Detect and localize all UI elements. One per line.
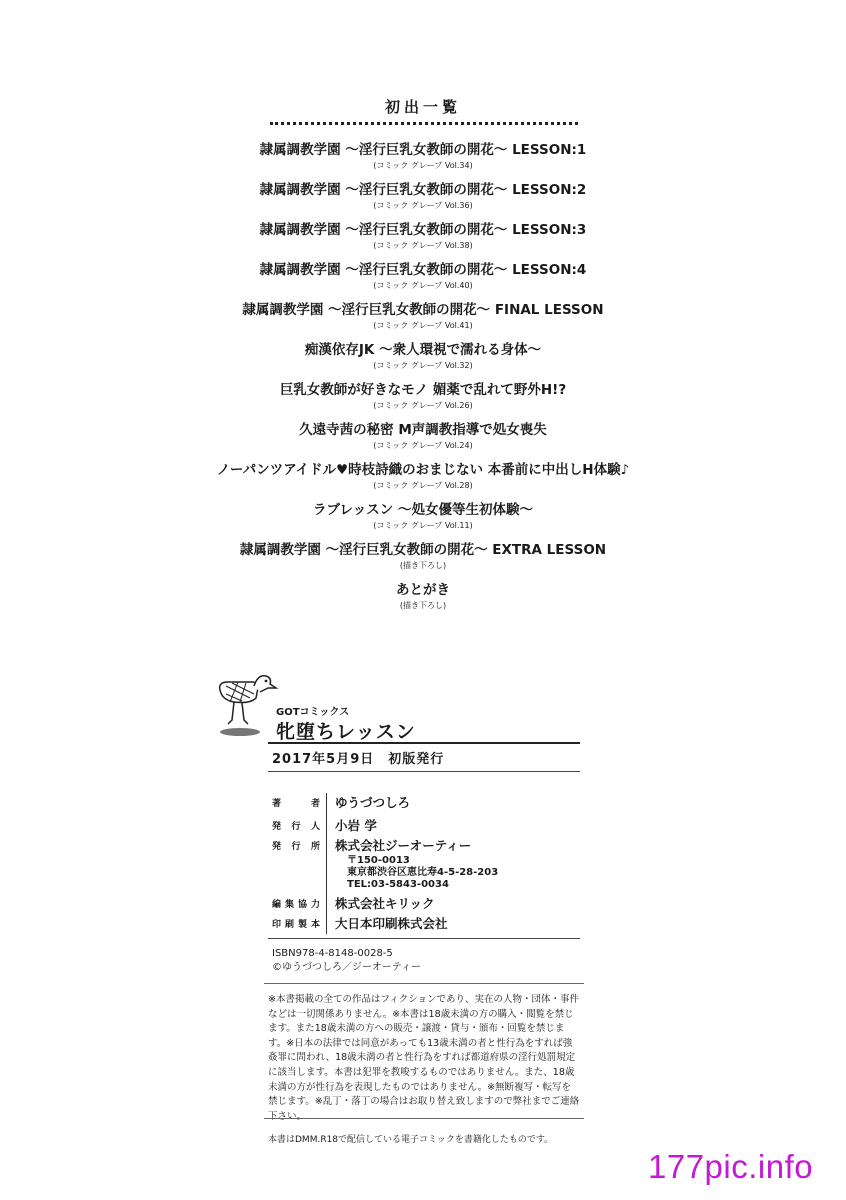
telephone: TEL:03-5843-0034	[347, 879, 449, 890]
colophon-row-editing	[272, 894, 498, 914]
printer: 大日本印刷株式会社	[335, 916, 448, 931]
isbn-block	[272, 947, 421, 975]
toc-entry	[0, 340, 846, 380]
toc-entry-source: (コミック グレープ Vol.24)	[373, 441, 473, 450]
toc-entry	[0, 380, 846, 420]
legal-notice: ※本書掲載の全ての作品はフィクションであり、実在の人物・団体・事件などは一切関係ありません。※本書は18歳未満の方の購入・閲覧を禁じます。また18歳未満の方への販売・譲渡・貸与・頒布・回覧を禁じます。※日本の法律では同意があっても13歳未満の者と性行為をすれば強姦罪に問われ、18歳未満の者と性行為をすれば都道府県の淫行処罰規定に該当します。本書は犯罪を教唆するものではありません。また、18歳未満の方が性行為を表現したものではありません。※無断複写・転写を禁じます。※乱丁・落丁の場合はお取り替え致しますので弊社までご連絡下さい。	[268, 994, 580, 1122]
colophon-key: 発行人	[272, 822, 320, 832]
toc-entry-source: (コミック グレープ Vol.11)	[373, 521, 473, 530]
watermark: 177pic.info	[648, 1148, 814, 1185]
toc-entry-source: (コミック グレープ Vol.32)	[373, 361, 473, 370]
toc-entry-title: 痴漢依存JK ～衆人環視で濡れる身体～	[304, 342, 542, 358]
toc-entry	[0, 220, 846, 260]
isbn: ISBN978-4-8148-0028-5	[272, 948, 393, 959]
divider	[268, 742, 580, 744]
bird-logo-icon	[214, 668, 280, 738]
divider	[268, 771, 580, 772]
toc-entry-source: (描き下ろし)	[399, 601, 447, 610]
toc-entry	[0, 500, 846, 540]
toc-entry-source: (描き下ろし)	[399, 561, 447, 570]
address: 東京都渋谷区恵比寿4-5-28-203	[347, 867, 499, 878]
editing-cooperation: 株式会社キリック	[335, 896, 435, 911]
colophon-table	[272, 793, 498, 934]
author-name: ゆうづつしろ	[335, 795, 411, 810]
toc-entry-title: 巨乳女教師が好きなモノ 媚薬で乱れて野外H!?	[279, 382, 567, 398]
toc-entry-source: (コミック グレープ Vol.36)	[373, 201, 473, 210]
divider	[264, 983, 584, 984]
toc-entry	[0, 420, 846, 460]
toc-entry	[0, 180, 846, 220]
toc-list	[0, 140, 846, 620]
colophon-key: 編集協力	[272, 900, 320, 910]
colophon-key: 印刷製本	[272, 920, 320, 930]
toc-entry-title: 隷属調教学園 ～淫行巨乳女教師の開花～ LESSON:2	[259, 182, 587, 198]
copyright: ©ゆうづつしろ／ジーオーティー	[272, 962, 421, 973]
divider	[268, 938, 580, 939]
colophon-row-printing	[272, 914, 498, 934]
toc-entry	[0, 140, 846, 180]
publisher-person: 小岩 学	[335, 818, 377, 833]
toc-entry-title: 久遠寺茜の秘密 M声調教指導で処女喪失	[299, 422, 547, 438]
toc-entry-title: ラブレッスン ～処女優等生初体験～	[312, 502, 534, 518]
toc-entry-source: (コミック グレープ Vol.40)	[373, 281, 473, 290]
toc-entry-title: あとがき	[396, 582, 450, 598]
colophon-key: 著者	[272, 799, 320, 809]
toc-entry-source: (コミック グレープ Vol.26)	[373, 401, 473, 410]
dotted-divider	[270, 122, 578, 125]
toc-entry	[0, 300, 846, 340]
toc-entry-title: 隷属調教学園 ～淫行巨乳女教師の開花～ EXTRA LESSON	[239, 542, 607, 558]
toc-entry-source: (コミック グレープ Vol.38)	[373, 241, 473, 250]
toc-entry-title: 隷属調教学園 ～淫行巨乳女教師の開花～ LESSON:4	[259, 262, 587, 278]
imprint-label: GOTコミックス	[276, 707, 350, 718]
colophon-row-publisher	[272, 836, 498, 894]
toc-entry-source: (コミック グレープ Vol.34)	[373, 161, 473, 170]
toc-entry	[0, 580, 846, 620]
book-title: 牝堕ちレッスン	[276, 721, 416, 743]
colophon-key: 発行所	[272, 842, 320, 852]
toc-entry-title: 隷属調教学園 ～淫行巨乳女教師の開花～ LESSON:1	[259, 142, 587, 158]
toc-entry	[0, 460, 846, 500]
postal-code: 〒150-0013	[347, 855, 410, 866]
publisher-name: 株式会社ジーオーティー	[335, 838, 472, 853]
toc-entry	[0, 260, 846, 300]
toc-entry-source: (コミック グレープ Vol.28)	[373, 481, 473, 490]
toc-entry	[0, 540, 846, 580]
footer-note: 本書はDMM.R18で配信している電子コミックを書籍化したものです。	[268, 1135, 554, 1145]
toc-entry-title: ノーパンツアイドル♥時枝詩織のおまじない 本番前に中出しH体験♪	[216, 462, 630, 478]
colophon-row-publisher-person	[272, 816, 498, 836]
toc-entry-source: (コミック グレープ Vol.41)	[373, 321, 473, 330]
colophon-row-author	[272, 793, 498, 816]
divider	[264, 1118, 584, 1119]
publication-date: 2017年5月9日 初版発行	[272, 752, 445, 767]
toc-entry-title: 隷属調教学園 ～淫行巨乳女教師の開花～ LESSON:3	[259, 222, 587, 238]
toc-heading: 初出一覧	[384, 98, 461, 116]
toc-entry-title: 隷属調教学園 ～淫行巨乳女教師の開花～ FINAL LESSON	[242, 302, 604, 318]
